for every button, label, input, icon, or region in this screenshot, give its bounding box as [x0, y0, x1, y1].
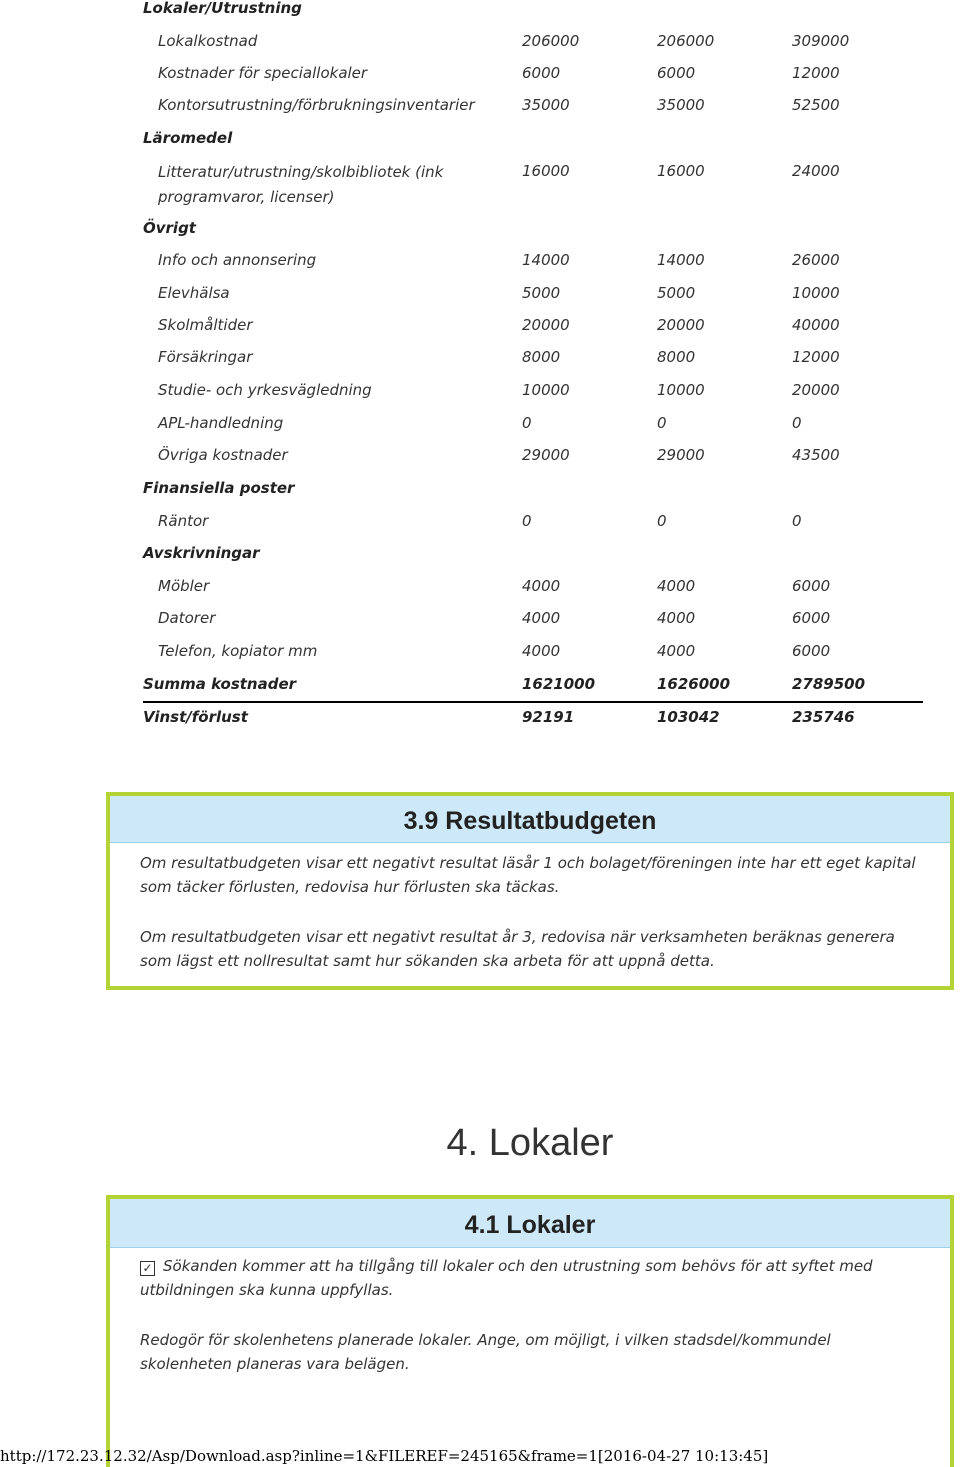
row-label: Telefon, kopiator mm: [158, 642, 318, 660]
row-label: Studie- och yrkesvägledning: [158, 381, 372, 399]
paragraph: Om resultatbudgeten visar ett negativt resultat år 3, redovisa när verksamheten beräknas generera som lägst ett nollresultat samt hur sökanden ska arbeta för att uppnå detta.: [140, 928, 895, 970]
value-year2: 14000: [657, 251, 705, 269]
row-label: Litteratur/utrustning/skolbibliotek (ink programvaror, licenser): [158, 163, 444, 206]
paragraph: [140, 1254, 920, 1302]
value-year1: 14000: [522, 251, 570, 269]
value-year3: 2789500: [792, 675, 866, 693]
divider: [143, 701, 923, 703]
value-year2: 0: [657, 414, 667, 432]
value-year2: 1626000: [657, 675, 731, 693]
value-year2: 16000: [657, 162, 705, 180]
footer-url: http://172.23.12.32/Asp/Download.asp?inline=1&FILEREF=245165&frame=1[2016-04-27 10:13:45]: [0, 1447, 769, 1465]
value-year1: 16000: [522, 162, 570, 180]
row-label: Möbler: [158, 577, 210, 595]
section-box-3-9: [106, 792, 954, 990]
value-year1: 35000: [522, 96, 570, 114]
row-label: Skolmåltider: [158, 316, 253, 334]
value-year3: 12000: [792, 348, 840, 366]
value-year3: 6000: [792, 609, 831, 627]
row-label: Info och annonsering: [158, 251, 317, 269]
value-year1: 10000: [522, 381, 570, 399]
value-year1: 0: [522, 512, 532, 530]
section-label: Finansiella poster: [143, 479, 295, 497]
value-year1: 6000: [522, 64, 561, 82]
row-label: Räntor: [158, 512, 209, 530]
row-label: APL-handledning: [158, 414, 284, 432]
value-year1: 4000: [522, 642, 561, 660]
row-label: Elevhälsa: [158, 284, 230, 302]
value-year3: 24000: [792, 162, 840, 180]
paragraph-text: Sökanden kommer att ha tillgång till lokaler och den utrustning som behövs för att syftet med utbildningen ska kunna uppfyllas.: [140, 1257, 873, 1299]
value-year1: 20000: [522, 316, 570, 334]
value-year2: 29000: [657, 446, 705, 464]
value-year2: 206000: [657, 32, 715, 50]
section-label: Övrigt: [143, 219, 196, 237]
value-year1: 8000: [522, 348, 561, 366]
value-year3: 6000: [792, 577, 831, 595]
value-year2: 0: [657, 512, 667, 530]
row-label: Datorer: [158, 609, 216, 627]
row-label: Kostnader för speciallokaler: [158, 64, 368, 82]
value-year3: 26000: [792, 251, 840, 269]
value-year3: 0: [792, 414, 802, 432]
value-year2: 8000: [657, 348, 696, 366]
value-year1: 4000: [522, 577, 561, 595]
paragraph: Om resultatbudgeten visar ett negativt resultat läsår 1 och bolaget/föreningen inte har ett eget kapital som täcker förlusten, redovisa hur förlusten ska täckas.: [140, 854, 916, 896]
section-label: Lokaler/Utrustning: [143, 0, 302, 17]
value-year3: 10000: [792, 284, 840, 302]
value-year2: 4000: [657, 609, 696, 627]
value-year3: 0: [792, 512, 802, 530]
value-year3: 309000: [792, 32, 850, 50]
value-year3: 12000: [792, 64, 840, 82]
value-year3: 43500: [792, 446, 840, 464]
value-year1: 1621000: [522, 675, 596, 693]
value-year2: 4000: [657, 577, 696, 595]
value-year1: 4000: [522, 609, 561, 627]
section-box-4-1: [106, 1195, 954, 1467]
value-year2: 35000: [657, 96, 705, 114]
row-label: Kontorsutrustning/förbrukningsinventarier: [158, 96, 475, 114]
value-year3: 40000: [792, 316, 840, 334]
checkbox-icon[interactable]: ✓: [140, 1261, 155, 1276]
value-year1: 5000: [522, 284, 561, 302]
value-year1: 29000: [522, 446, 570, 464]
value-year2: 4000: [657, 642, 696, 660]
value-year2: 20000: [657, 316, 705, 334]
value-year3: 6000: [792, 642, 831, 660]
row-label: Vinst/förlust: [143, 708, 248, 726]
section-label: Avskrivningar: [143, 544, 260, 562]
paragraph: Redogör för skolenhetens planerade lokaler. Ange, om möjligt, i vilken stadsdel/kommundel skolenheten planeras vara belägen.: [140, 1331, 831, 1373]
value-year2: 6000: [657, 64, 696, 82]
row-label: Lokalkostnad: [158, 32, 258, 50]
value-year3: 52500: [792, 96, 840, 114]
row-label: Övriga kostnader: [158, 446, 288, 464]
chapter-title: 4. Lokaler: [446, 1122, 614, 1164]
row-label: Summa kostnader: [143, 675, 297, 693]
section-label: Läromedel: [143, 129, 233, 147]
value-year3: 235746: [792, 708, 855, 726]
value-year1: 92191: [522, 708, 575, 726]
value-year1: 206000: [522, 32, 580, 50]
value-year2: 5000: [657, 284, 696, 302]
row-label: Försäkringar: [158, 348, 253, 366]
section-heading: 3.9 Resultatbudgeten: [110, 796, 950, 843]
value-year1: 0: [522, 414, 532, 432]
value-year2: 10000: [657, 381, 705, 399]
value-year3: 20000: [792, 381, 840, 399]
section-heading: 4.1 Lokaler: [110, 1199, 950, 1248]
value-year2: 103042: [657, 708, 720, 726]
